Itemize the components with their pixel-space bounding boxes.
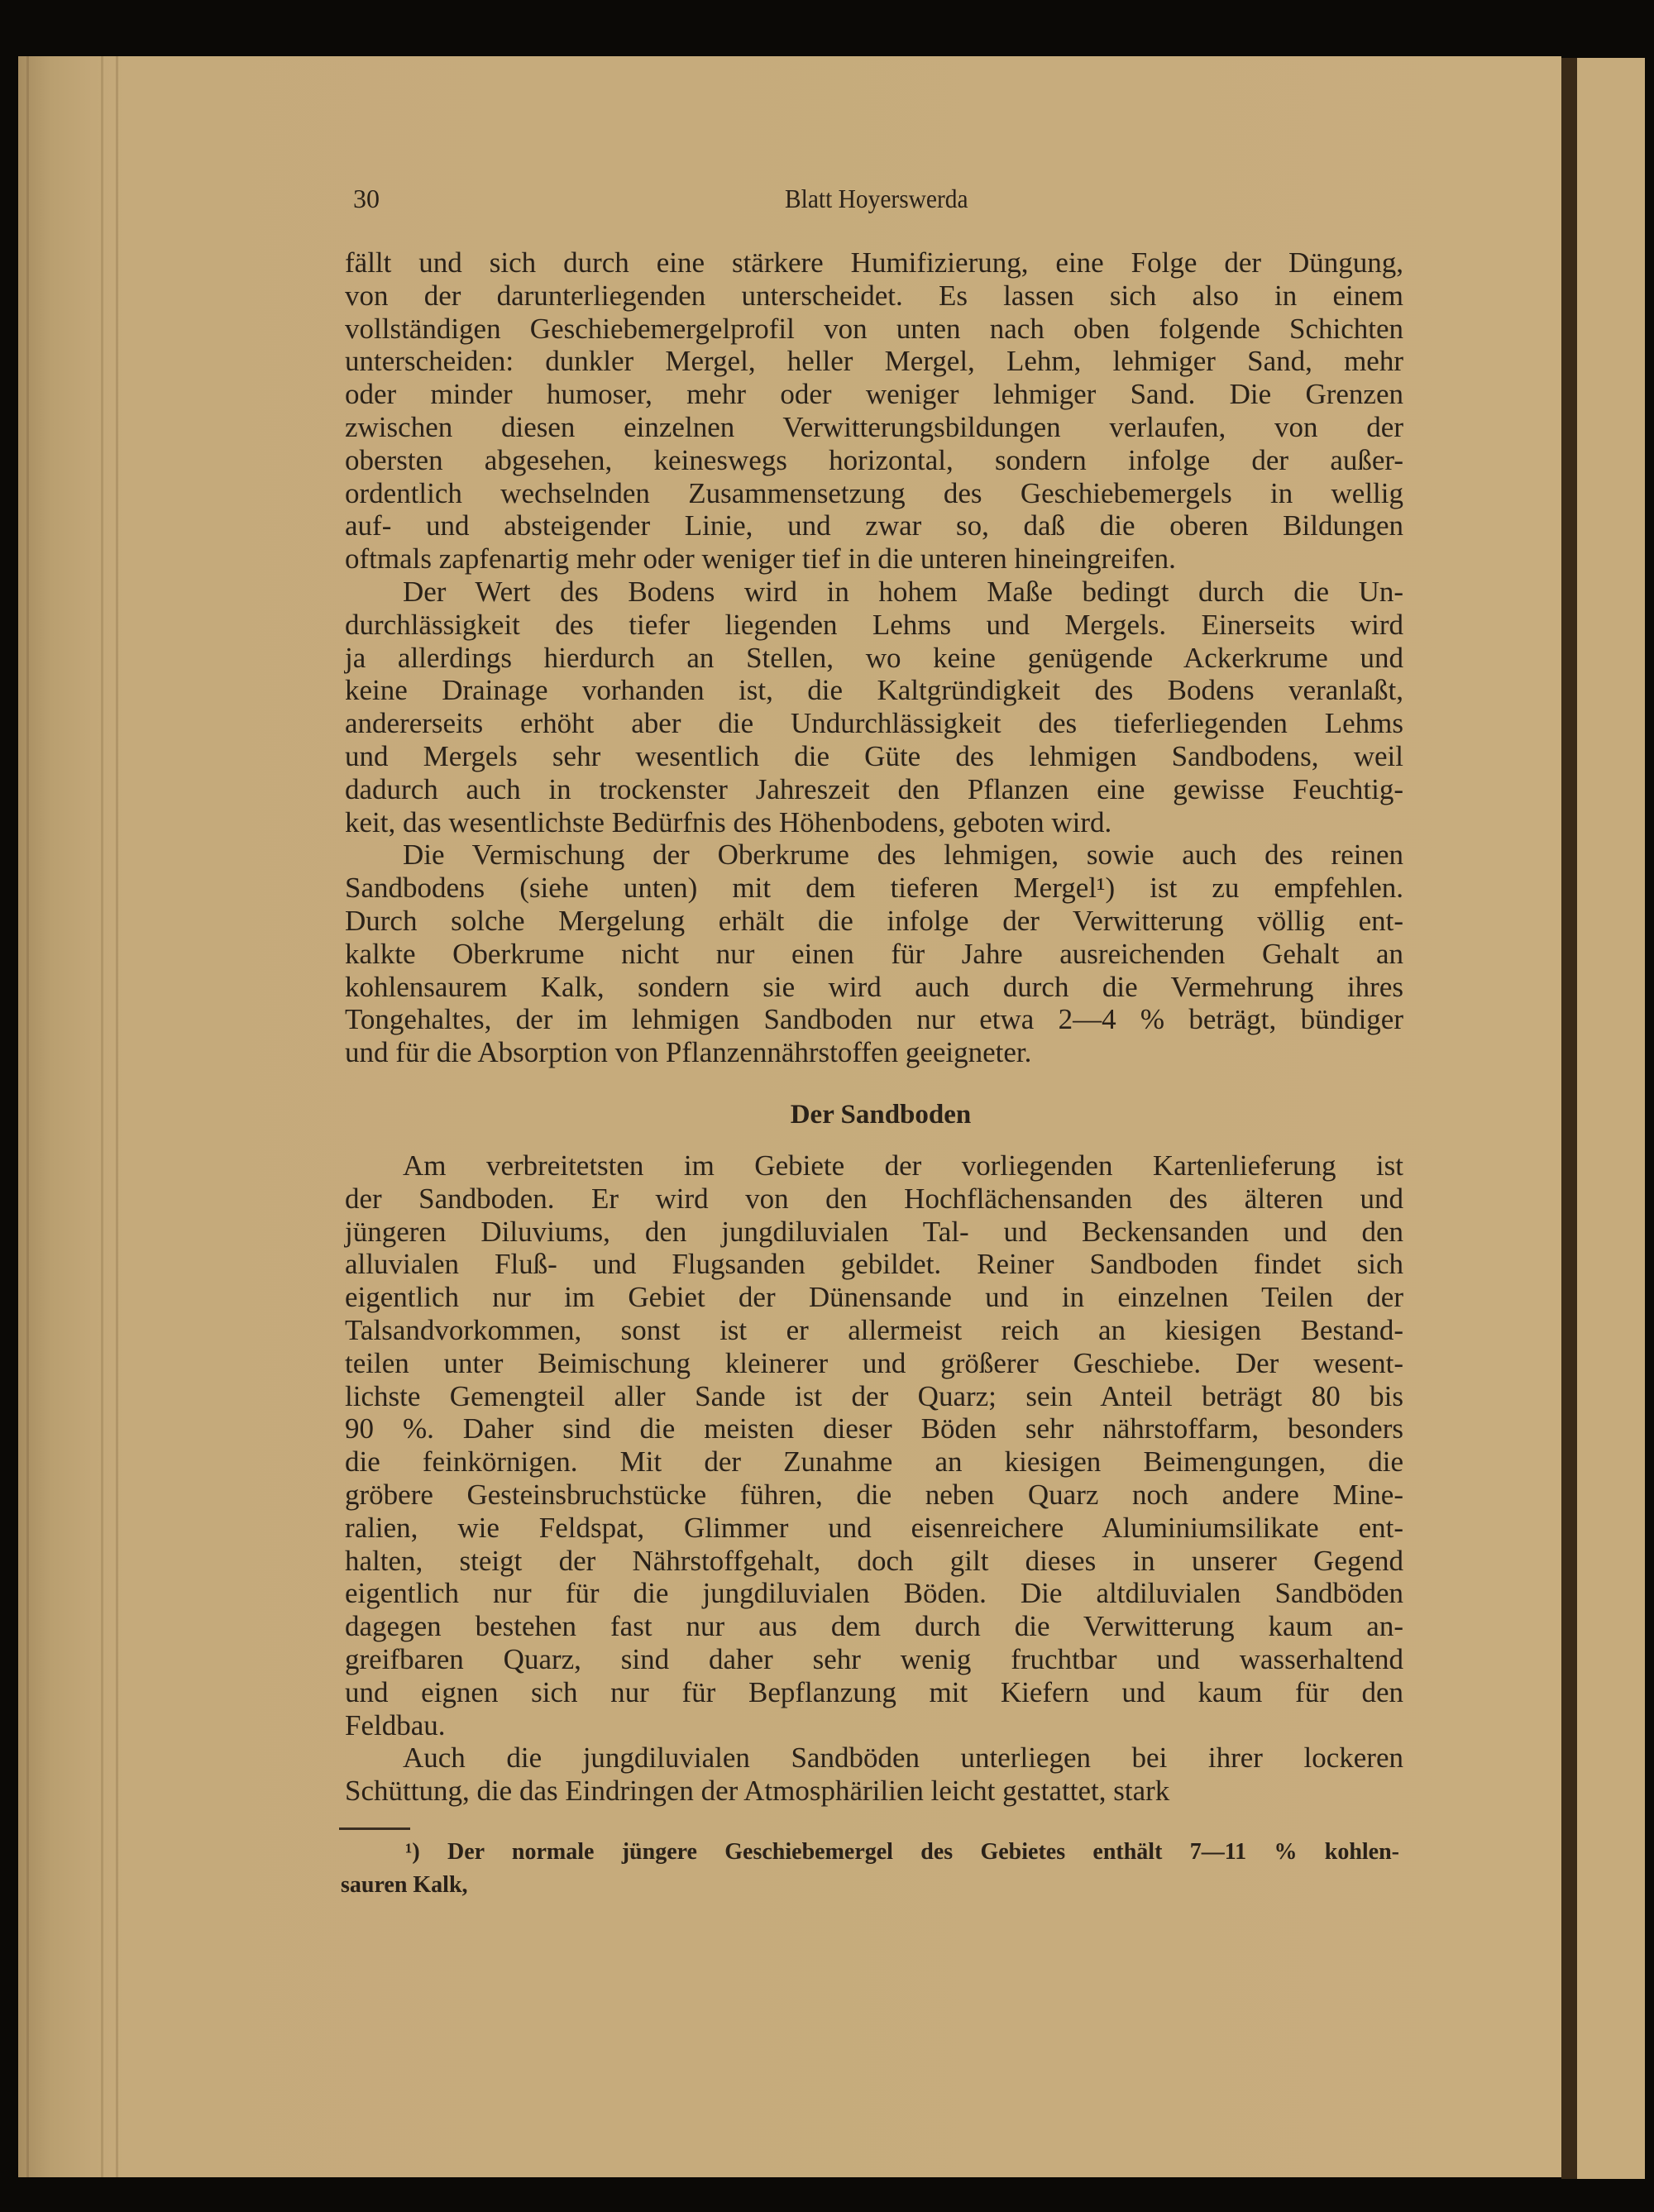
text-line: lichste Gemengteil aller Sande ist der Quarz; sein Anteil beträgt 80 bis — [345, 1379, 1403, 1412]
text-line: durchlässigkeit des tiefer liegenden Lehms und Mergels. Einerseits wird — [345, 608, 1403, 641]
body-text-top — [345, 246, 1403, 1069]
text-line: Feldbau. — [345, 1708, 446, 1741]
text-line: halten, steigt der Nährstoffgehalt, doch gilt dieses in unserer Gegend — [345, 1544, 1403, 1577]
text-line: Tongehaltes, der im lehmigen Sandboden nur etwa 2—4 % beträgt, bündiger — [345, 1003, 1403, 1036]
text-line: teilen unter Beimischung kleinerer und größerer Geschiebe. Der wesent- — [345, 1346, 1403, 1379]
footnote-line: ¹) Der normale jüngere Geschiebemergel des Gebietes enthält 7—11 % kohlen- — [405, 1839, 1399, 1865]
text-line: oder minder humoser, mehr oder weniger lehmiger Sand. Die Grenzen — [345, 378, 1403, 411]
footnote-line: sauren Kalk, — [341, 1871, 468, 1898]
text-line: oftmals zapfenartig mehr oder weniger tief in die unteren hineingreifen. — [345, 542, 1176, 576]
text-line: Durch solche Mergelung erhält die infolge der Verwitterung völlig ent- — [345, 904, 1403, 937]
text-line: und eignen sich nur für Bepflanzung mit Kiefern und kaum für den — [345, 1675, 1403, 1708]
text-line: zwischen diesen einzelnen Verwitterungsbildungen verlaufen, von der — [345, 410, 1403, 443]
text-line: auf- und absteigender Linie, und zwar so, daß die oberen Bildungen — [345, 509, 1403, 542]
footnote — [341, 1837, 1399, 1904]
text-line: Schüttung, die das Eindringen der Atmosphärilien leicht gestattet, stark — [345, 1775, 1170, 1808]
text-line: Die Vermischung der Oberkrume des lehmigen, sowie auch des reinen — [403, 838, 1403, 872]
text-line: eigentlich nur im Gebiet der Dünensande und in einzelnen Teilen der — [345, 1281, 1403, 1314]
text-line: vollständigen Geschiebemergelprofil von unten nach oben folgende Schichten — [345, 312, 1403, 345]
text-line: jüngeren Diluviums, den jungdiluvialen Tal- und Beckensanden und den — [345, 1215, 1403, 1248]
footnote-rule — [339, 1827, 410, 1830]
text-line: Talsandvorkommen, sonst ist er allermeist reich an kiesigen Bestand- — [345, 1313, 1403, 1346]
text-line: eigentlich nur für die jungdiluvialen Böden. Die altdiluvialen Sandböden — [345, 1577, 1403, 1610]
text-line: die feinkörnigen. Mit der Zunahme an kiesigen Beimengungen, die — [345, 1445, 1403, 1479]
text-line: von der darunterliegenden unterscheidet. Es lassen sich also in einem — [345, 279, 1403, 312]
text-line: dagegen bestehen fast nur aus dem durch die Verwitterung kaum an- — [345, 1610, 1403, 1643]
text-line: keine Drainage vorhanden ist, die Kaltgründigkeit des Bodens veranlaßt, — [345, 674, 1403, 707]
page-number: 30 — [353, 184, 380, 213]
text-line: ordentlich wechselnden Zusammensetzung des Geschiebemergels in wellig — [345, 476, 1403, 509]
text-line: und für die Absorption von Pflanzennährstoffen geeigneter. — [345, 1036, 1032, 1069]
text-line: alluvialen Fluß- und Flugsanden gebildet. Reiner Sandboden findet sich — [345, 1248, 1403, 1281]
running-title: Blatt Hoyerswerda — [785, 184, 968, 213]
section-heading: Der Sandboden — [790, 1100, 972, 1130]
text-line: Am verbreitetsten im Gebiete der vorliegenden Kartenlieferung ist — [403, 1149, 1403, 1182]
text-line: Auch die jungdiluvialen Sandböden unterliegen bei ihrer lockeren — [403, 1741, 1403, 1775]
text-line: obersten abgesehen, keineswegs horizontal, sondern infolge der außer- — [345, 443, 1403, 476]
text-line: ralien, wie Feldspat, Glimmer und eisenreichere Aluminiumsilikate ent- — [345, 1511, 1403, 1544]
text-line: Sandbodens (siehe unten) mit dem tieferen Mergel¹) ist zu empfehlen. — [345, 872, 1403, 905]
text-line: keit, das wesentlichste Bedürfnis des Höhenbodens, geboten wird. — [345, 805, 1112, 838]
body-text-bottom — [345, 1149, 1403, 1808]
text-line: kalkte Oberkrume nicht nur einen für Jahre ausreichenden Gehalt an — [345, 937, 1403, 970]
text-line: unterscheiden: dunkler Mergel, heller Mergel, Lehm, lehmiger Sand, mehr — [345, 345, 1403, 378]
text-line: fällt und sich durch eine stärkere Humifizierung, eine Folge der Düngung, — [345, 246, 1403, 279]
text-line: ja allerdings hierdurch an Stellen, wo keine genügende Ackerkrume und — [345, 641, 1403, 674]
text-line: 90 %. Daher sind die meisten dieser Böden sehr nährstoffarm, besonders — [345, 1412, 1403, 1445]
text-line: der Sandboden. Er wird von den Hochflächensanden des älteren und — [345, 1182, 1403, 1215]
text-line: Der Wert des Bodens wird in hohem Maße bedingt durch die Un- — [403, 575, 1403, 608]
text-line: andererseits erhöht aber die Undurchlässigkeit des tieferliegenden Lehms — [345, 707, 1403, 740]
text-line: gröbere Gesteinsbruchstücke führen, die neben Quarz noch andere Mine- — [345, 1478, 1403, 1511]
text-line: dadurch auch in trockenster Jahreszeit den Pflanzen eine gewisse Feuchtig- — [345, 772, 1403, 805]
text-line: kohlensaurem Kalk, sondern sie wird auch durch die Vermehrung ihres — [345, 970, 1403, 1003]
text-line: greifbaren Quarz, sind daher sehr wenig fruchtbar und wasserhaltend — [345, 1642, 1403, 1675]
text-line: und Mergels sehr wesentlich die Güte des lehmigen Sandbodens, weil — [345, 739, 1403, 772]
